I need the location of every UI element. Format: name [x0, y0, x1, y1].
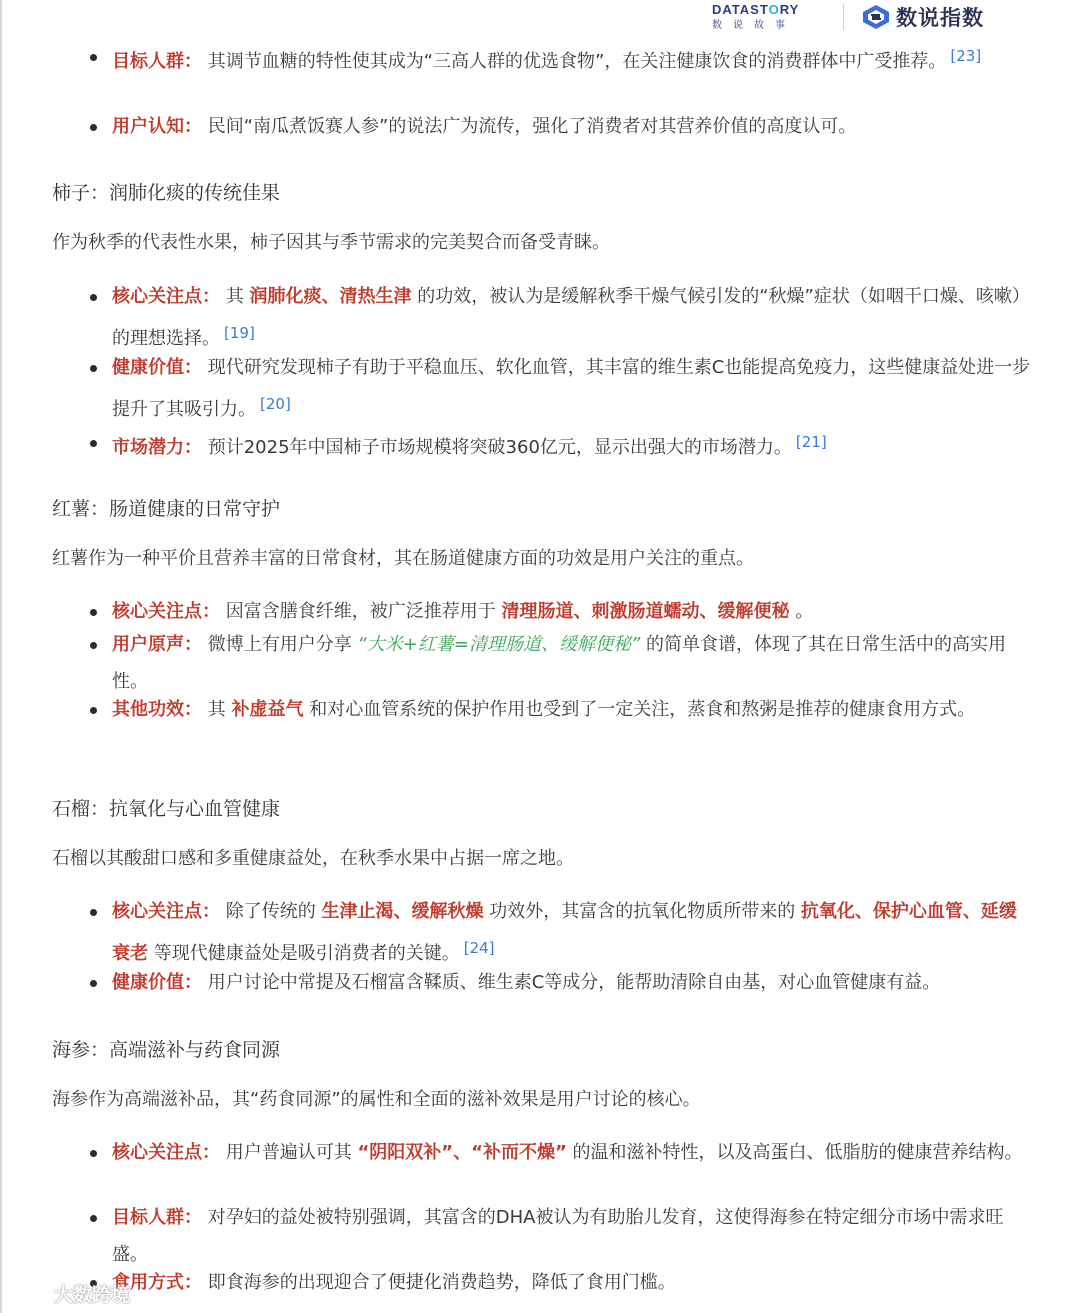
bullet-dot-icon — [90, 54, 97, 61]
bullet-text: 除了传统的 — [225, 901, 322, 922]
bullet-item — [112, 893, 1032, 972]
section-intro: 石榴以其酸甜口感和多重健康益处，在秋季水果中占据一席之地。 — [52, 848, 574, 869]
bullet-item — [112, 964, 1032, 1001]
section-heading: 红薯：肠道健康的日常守护 — [52, 498, 281, 520]
bullet-text: 即食海参的出现迎合了便捷化消费趋势，降低了食用门槛。 — [207, 1272, 676, 1293]
bullet-item — [112, 424, 1032, 466]
section-intro: 作为秋季的代表性水果，柿子因其与季节需求的完美契合而备受青睐。 — [52, 232, 610, 253]
highlight-text: 清理肠道、刺激肠道蠕动、缓解便秘 — [501, 601, 790, 622]
bullet-label: 核心关注点： — [112, 1142, 220, 1163]
bullet-item — [112, 349, 1032, 428]
bullet-dot-icon — [90, 1150, 97, 1157]
bullet-dot-icon — [90, 1215, 97, 1222]
section-heading: 石榴：抗氧化与心血管健康 — [52, 798, 281, 820]
section-intro: 海参作为高端滋补品，其“药食同源”的属性和全面的滋补效果是用户讨论的核心。 — [52, 1089, 701, 1110]
bullet-text: 功效外，其富含的抗氧化物质所带来的 — [483, 901, 801, 922]
citation-link[interactable]: [21] — [795, 433, 827, 451]
bullet-text: 微博上有用户分享 — [207, 634, 358, 655]
section-heading: 柿子：润肺化痰的传统佳果 — [52, 182, 281, 204]
bullet-dot-icon — [90, 909, 97, 916]
bullet-label: 核心关注点： — [112, 601, 220, 622]
index-logo-icon — [862, 4, 890, 30]
bullet-label: 健康价值： — [112, 972, 202, 993]
citation-link[interactable]: [24] — [463, 939, 495, 957]
citation-link[interactable]: [23] — [950, 47, 982, 65]
bullet-label: 核心关注点： — [112, 901, 220, 922]
highlight-text: 补虚益气 — [231, 699, 304, 720]
bullet-text: 的功效，被认为是缓解秋季干燥气候引发的“秋燥”症状（如咽干口燥、咳嗽）的理想选择。 — [112, 286, 1030, 349]
bullet-label: 用户原声： — [112, 634, 202, 655]
bullet-text: 用户讨论中常提及石榴富含鞣质、维生素C等成分，能帮助清除自由基，对心血管健康有益。 — [207, 972, 941, 993]
bullet-dot-icon — [90, 440, 97, 447]
bullet-text: 。 — [789, 601, 814, 622]
citation-link[interactable]: [20] — [260, 395, 291, 413]
watermark: 大数跨境 — [6, 1280, 130, 1307]
bullet-item — [112, 626, 1032, 700]
bullet-dot-icon — [90, 124, 97, 131]
bullet-label: 目标人群： — [112, 1207, 202, 1228]
bullet-label: 市场潜力： — [112, 437, 202, 458]
bullet-item — [112, 1199, 1032, 1273]
bullet-item — [112, 108, 1032, 145]
bullet-item — [112, 691, 1032, 728]
bullet-item — [112, 38, 1032, 80]
datastory-logo: DATASTORY 数说故事 — [712, 2, 800, 31]
bullet-label: 其他功效： — [112, 699, 202, 720]
bullet-text: 预计2025年中国柿子市场规模将突破360亿元，显示出强大的市场潜力。 — [207, 437, 792, 458]
bullet-text: 现代研究发现柿子有助于平稳血压、软化血管，其丰富的维生素C也能提高免疫力，这些健康益处进一步提升了其吸引力。 — [112, 357, 1031, 420]
bullet-text: 其 — [225, 286, 250, 307]
bullet-dot-icon — [90, 642, 97, 649]
bullet-dot-icon — [90, 980, 97, 987]
bullet-text: 其 — [207, 699, 232, 720]
bullet-text: 民间“南瓜煮饭赛人参”的说法广为流传，强化了消费者对其营养价值的高度认可。 — [207, 116, 857, 137]
logo-divider — [843, 4, 844, 30]
bullet-text: 等现代健康益处是吸引消费者的关键。 — [148, 943, 460, 964]
bullet-text: 的温和滋补特性，以及高蛋白、低脂肪的健康营养结构。 — [566, 1142, 1023, 1163]
datastory-index-logo: 数说指数 — [862, 2, 984, 32]
section-intro: 红薯作为一种平价且营养丰富的日常食材，其在肠道健康方面的功效是用户关注的重点。 — [52, 548, 754, 569]
bullet-label: 食用方式： — [112, 1272, 202, 1293]
bullet-text: 和对心血管系统的保护作用也受到了一定关注，蒸食和熬粥是推荐的健康食用方式。 — [303, 699, 976, 720]
bullet-label: 核心关注点： — [112, 286, 220, 307]
bullet-item — [112, 278, 1032, 357]
bullet-dot-icon — [90, 294, 97, 301]
bullet-item — [112, 1134, 1032, 1171]
highlight-text: 抗氧化、保护心血管、延缓衰老 — [112, 901, 1017, 964]
bullet-dot-icon — [90, 707, 97, 714]
watermark-icon — [6, 1283, 50, 1305]
highlight-text: 润肺化痰、清热生津 — [249, 286, 412, 307]
bullet-dot-icon — [90, 609, 97, 616]
bullet-text: 的简单食谱，体现了其在日常生活中的高实用性。 — [112, 634, 1007, 692]
bullet-label: 健康价值： — [112, 357, 202, 378]
bullet-label: 用户认知： — [112, 116, 202, 137]
bullet-label: 目标人群： — [112, 51, 202, 72]
citation-link[interactable]: [19] — [224, 324, 255, 342]
bullet-text: 因富含膳食纤维，被广泛推荐用于 — [225, 601, 502, 622]
section-heading: 海参：高端滋补与药食同源 — [52, 1039, 281, 1061]
highlight-text: 生津止渴、缓解秋燥 — [321, 901, 484, 922]
user-quote: “大米+红薯=清理肠道、缓解便秘” — [357, 634, 641, 655]
bullet-text: 其调节血糖的特性使其成为“三高人群的优选食物”，在关注健康饮食的消费群体中广受推荐。 — [207, 51, 947, 72]
highlight-text: “阴阳双补”、“补而不燥” — [357, 1142, 567, 1163]
bullet-item — [112, 593, 1032, 630]
bullet-dot-icon — [90, 365, 97, 372]
bullet-item — [112, 1264, 1032, 1301]
left-border — [0, 0, 2, 1313]
bullet-text: 对孕妇的益处被特别强调，其富含的DHA被认为有助胎儿发育，这使得海参在特定细分市场中需求旺盛。 — [112, 1207, 1004, 1265]
bullet-text: 用户普遍认可其 — [225, 1142, 358, 1163]
